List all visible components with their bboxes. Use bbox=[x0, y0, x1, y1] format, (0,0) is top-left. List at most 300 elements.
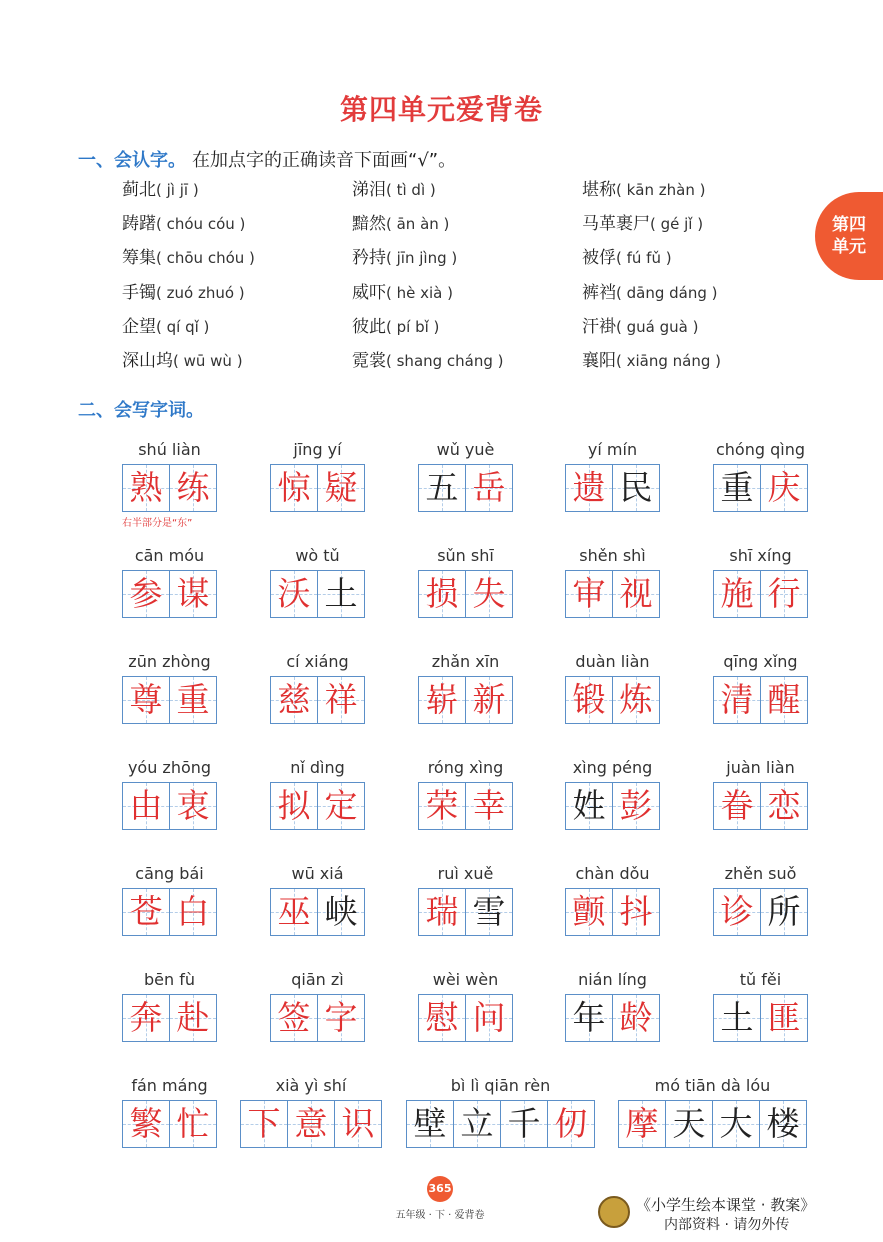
tianzige-boxes bbox=[418, 888, 513, 936]
written-character: 疑 bbox=[324, 468, 358, 507]
written-character: 恋 bbox=[767, 786, 801, 825]
write-item bbox=[122, 966, 217, 1042]
written-character: 幸 bbox=[472, 786, 506, 825]
hint-note: 右半部分是“东” bbox=[122, 518, 193, 529]
written-character: 识 bbox=[341, 1104, 375, 1143]
written-character: 参 bbox=[129, 574, 163, 613]
recognize-pinyin-options[interactable]: ( chóu cóu ) bbox=[156, 215, 246, 234]
tianzige-box[interactable] bbox=[317, 889, 364, 935]
tianzige-box[interactable] bbox=[566, 677, 612, 723]
tianzige-box[interactable] bbox=[612, 677, 659, 723]
write-item bbox=[270, 860, 365, 936]
written-character: 白 bbox=[176, 892, 210, 931]
tianzige-box[interactable] bbox=[465, 465, 512, 511]
written-character: 惊 bbox=[277, 468, 311, 507]
recognize-word: 裤裆 bbox=[582, 282, 616, 303]
recognize-word: 深山坞 bbox=[122, 350, 173, 371]
recognize-pinyin-options[interactable]: ( hè xià ) bbox=[386, 283, 453, 302]
unit-tab-line1: 第四 bbox=[832, 215, 866, 235]
written-character: 诊 bbox=[720, 892, 754, 931]
write-item bbox=[122, 754, 217, 830]
written-character: 彭 bbox=[619, 786, 653, 825]
tianzige-box[interactable] bbox=[760, 995, 807, 1041]
written-character: 问 bbox=[472, 998, 506, 1037]
tianzige-box[interactable] bbox=[317, 571, 364, 617]
recognize-word: 堪称 bbox=[582, 180, 616, 200]
recognize-item bbox=[582, 279, 812, 313]
recognize-pinyin-options[interactable]: ( jì jī ) bbox=[156, 181, 199, 199]
recognize-word: 襄阳 bbox=[582, 350, 616, 371]
page-number: 365 bbox=[427, 1176, 453, 1202]
recognize-word: 蓟北 bbox=[122, 180, 156, 200]
recognize-row bbox=[122, 313, 812, 347]
recognize-pinyin-options[interactable]: ( jīn jìng ) bbox=[386, 249, 458, 268]
write-pinyin: ruì xuě bbox=[437, 864, 494, 883]
tianzige-boxes bbox=[270, 464, 365, 512]
tianzige-box[interactable] bbox=[419, 889, 465, 935]
written-character: 千 bbox=[507, 1104, 541, 1143]
recognize-item bbox=[122, 210, 352, 244]
write-pinyin: bēn fù bbox=[144, 970, 195, 989]
tianzige-box[interactable] bbox=[465, 889, 512, 935]
written-character: 土 bbox=[720, 998, 754, 1037]
tianzige-box[interactable] bbox=[123, 677, 169, 723]
written-character: 施 bbox=[720, 574, 754, 613]
tianzige-box[interactable] bbox=[465, 571, 512, 617]
recognize-word: 被俘 bbox=[582, 248, 616, 269]
tianzige-box[interactable] bbox=[612, 571, 659, 617]
write-pinyin: juàn liàn bbox=[726, 758, 795, 777]
tianzige-boxes bbox=[270, 782, 365, 830]
recognize-pinyin-options[interactable]: ( wū wù ) bbox=[173, 351, 243, 370]
write-item bbox=[122, 648, 217, 724]
recognize-pinyin-options[interactable]: ( gé jǐ ) bbox=[650, 215, 704, 234]
tianzige-boxes bbox=[122, 994, 217, 1042]
recognize-pinyin-options[interactable]: ( fú fǔ ) bbox=[616, 249, 672, 268]
written-character: 姓 bbox=[572, 786, 606, 825]
tianzige-box[interactable] bbox=[419, 995, 465, 1041]
tianzige-boxes bbox=[565, 570, 660, 618]
write-item bbox=[270, 436, 365, 512]
written-character: 仞 bbox=[554, 1104, 588, 1143]
recognize-word: 马革裹尸 bbox=[582, 214, 650, 235]
tianzige-boxes bbox=[713, 888, 808, 936]
write-pinyin: shú liàn bbox=[138, 440, 201, 459]
write-item bbox=[418, 966, 513, 1042]
write-pinyin: bì lì qiān rèn bbox=[450, 1076, 551, 1095]
write-pinyin: yóu zhōng bbox=[127, 758, 212, 777]
tianzige-box[interactable] bbox=[760, 783, 807, 829]
written-character: 醒 bbox=[767, 680, 801, 719]
write-pinyin: duàn liàn bbox=[575, 652, 650, 671]
written-character: 慰 bbox=[425, 998, 459, 1037]
write-item bbox=[713, 966, 808, 1042]
tianzige-box[interactable] bbox=[566, 995, 612, 1041]
tianzige-box[interactable] bbox=[760, 465, 807, 511]
recognize-row bbox=[122, 279, 812, 313]
tianzige-box[interactable] bbox=[612, 783, 659, 829]
tianzige-box[interactable] bbox=[271, 677, 317, 723]
tianzige-box[interactable] bbox=[407, 1101, 453, 1147]
written-character: 字 bbox=[324, 998, 358, 1037]
tianzige-boxes bbox=[122, 888, 217, 936]
write-pinyin: zhǎn xīn bbox=[431, 652, 500, 671]
tianzige-box[interactable] bbox=[760, 889, 807, 935]
written-character: 拟 bbox=[277, 786, 311, 825]
recognize-item bbox=[582, 210, 812, 244]
written-character: 行 bbox=[767, 574, 801, 613]
tianzige-box[interactable] bbox=[712, 1101, 759, 1147]
tianzige-box[interactable] bbox=[566, 571, 612, 617]
tianzige-box[interactable] bbox=[759, 1101, 806, 1147]
write-pinyin: fán máng bbox=[131, 1076, 208, 1095]
written-character: 尊 bbox=[129, 680, 163, 719]
written-character: 岳 bbox=[472, 468, 506, 507]
write-pinyin: shěn shì bbox=[579, 546, 646, 565]
tianzige-box[interactable] bbox=[500, 1101, 547, 1147]
tianzige-box[interactable] bbox=[169, 889, 216, 935]
write-item bbox=[418, 542, 513, 618]
write-pinyin: cān móu bbox=[134, 546, 205, 565]
recognize-item bbox=[582, 313, 812, 347]
tianzige-box[interactable] bbox=[317, 783, 364, 829]
tianzige-box[interactable] bbox=[714, 571, 760, 617]
tianzige-box[interactable] bbox=[453, 1101, 500, 1147]
recognize-word: 霓裳 bbox=[352, 350, 386, 371]
recognize-item bbox=[122, 347, 352, 381]
write-pinyin: nǐ dìng bbox=[290, 758, 345, 777]
tianzige-box[interactable] bbox=[287, 1101, 334, 1147]
tianzige-box[interactable] bbox=[665, 1101, 712, 1147]
written-character: 损 bbox=[425, 574, 459, 613]
write-pinyin: zhěn suǒ bbox=[724, 864, 797, 883]
tianzige-boxes bbox=[270, 888, 365, 936]
write-item bbox=[565, 860, 660, 936]
write-item bbox=[418, 648, 513, 724]
tianzige-box[interactable] bbox=[271, 995, 317, 1041]
written-character: 清 bbox=[720, 680, 754, 719]
recognize-word: 踌躇 bbox=[122, 214, 156, 235]
written-character: 炼 bbox=[619, 680, 653, 719]
recognize-item bbox=[352, 347, 582, 381]
write-pinyin: wò tǔ bbox=[295, 546, 340, 565]
written-character: 苍 bbox=[129, 892, 163, 931]
tianzige-boxes bbox=[418, 464, 513, 512]
written-character: 新 bbox=[472, 680, 506, 719]
section2-heading bbox=[78, 396, 204, 422]
write-item bbox=[565, 966, 660, 1042]
tianzige-box[interactable] bbox=[419, 677, 465, 723]
written-character: 峡 bbox=[324, 892, 358, 931]
written-character: 沃 bbox=[277, 574, 311, 613]
written-character: 雪 bbox=[472, 892, 506, 931]
tianzige-box[interactable] bbox=[714, 889, 760, 935]
tianzige-boxes bbox=[713, 676, 808, 724]
write-pinyin: mó tiān dà lóu bbox=[654, 1076, 771, 1095]
tianzige-box[interactable] bbox=[271, 571, 317, 617]
written-character: 民 bbox=[619, 468, 653, 507]
write-pinyin: cāng bái bbox=[135, 864, 204, 883]
tianzige-box[interactable] bbox=[123, 465, 169, 511]
written-character: 赴 bbox=[176, 998, 210, 1037]
tianzige-box[interactable] bbox=[317, 465, 364, 511]
write-pinyin: qīng xǐng bbox=[723, 652, 798, 671]
written-character: 锻 bbox=[572, 680, 606, 719]
tianzige-box[interactable] bbox=[317, 995, 364, 1041]
tianzige-box[interactable] bbox=[566, 783, 612, 829]
footer-grade: 五年级 · 下 · 爱背卷 bbox=[395, 1210, 485, 1221]
write-item bbox=[122, 436, 217, 512]
tianzige-box[interactable] bbox=[419, 571, 465, 617]
tianzige-boxes bbox=[713, 464, 808, 512]
tianzige-box[interactable] bbox=[760, 571, 807, 617]
tianzige-boxes bbox=[406, 1100, 595, 1148]
tianzige-box[interactable] bbox=[714, 783, 760, 829]
recognize-item bbox=[582, 176, 812, 210]
write-pinyin: shī xíng bbox=[729, 546, 792, 565]
tianzige-box[interactable] bbox=[760, 677, 807, 723]
recognize-pinyin-options[interactable]: ( pí bǐ ) bbox=[386, 317, 440, 336]
write-item bbox=[713, 860, 808, 936]
recognize-pinyin-options[interactable]: ( kān zhàn ) bbox=[616, 181, 706, 199]
written-character: 祥 bbox=[324, 680, 358, 719]
recognize-item bbox=[352, 313, 582, 347]
tianzige-box[interactable] bbox=[169, 995, 216, 1041]
written-character: 土 bbox=[324, 574, 358, 613]
written-character: 大 bbox=[719, 1104, 753, 1143]
write-row bbox=[122, 860, 812, 966]
recognize-item bbox=[352, 210, 582, 244]
written-character: 摩 bbox=[625, 1104, 659, 1143]
written-character: 年 bbox=[572, 998, 606, 1037]
written-character: 龄 bbox=[619, 998, 653, 1037]
recognize-item bbox=[122, 313, 352, 347]
tianzige-boxes bbox=[270, 994, 365, 1042]
tianzige-box[interactable] bbox=[169, 677, 216, 723]
write-pinyin: xìng péng bbox=[572, 758, 653, 777]
written-character: 五 bbox=[425, 468, 459, 507]
tianzige-boxes bbox=[565, 464, 660, 512]
tianzige-box[interactable] bbox=[334, 1101, 381, 1147]
tianzige-box[interactable] bbox=[566, 889, 612, 935]
recognize-word: 筹集 bbox=[122, 248, 156, 269]
recognize-row bbox=[122, 347, 812, 381]
recognize-word: 威吓 bbox=[352, 282, 386, 303]
write-pinyin: jīng yí bbox=[293, 440, 342, 459]
tianzige-boxes bbox=[122, 676, 217, 724]
tianzige-box[interactable] bbox=[123, 1101, 169, 1147]
write-item bbox=[418, 754, 513, 830]
write-item bbox=[713, 648, 808, 724]
write-item bbox=[406, 1072, 595, 1148]
write-item bbox=[713, 542, 808, 618]
publisher-logo-icon bbox=[598, 1196, 630, 1228]
written-character: 楼 bbox=[766, 1104, 800, 1143]
write-item bbox=[565, 648, 660, 724]
recognize-item bbox=[122, 176, 352, 210]
write-pinyin: chàn dǒu bbox=[575, 864, 650, 883]
written-character: 练 bbox=[176, 468, 210, 507]
tianzige-box[interactable] bbox=[619, 1101, 665, 1147]
write-pinyin: wèi wèn bbox=[432, 970, 499, 989]
recognize-pinyin-options[interactable]: ( shang cháng ) bbox=[386, 351, 504, 370]
recognize-pinyin-options[interactable]: ( tì dì ) bbox=[386, 181, 436, 199]
write-pinyin: xià yì shí bbox=[275, 1076, 347, 1095]
write-item bbox=[270, 966, 365, 1042]
written-character: 天 bbox=[672, 1104, 706, 1143]
tianzige-box[interactable] bbox=[612, 465, 659, 511]
tianzige-boxes bbox=[713, 782, 808, 830]
unit-tab bbox=[815, 192, 883, 280]
tianzige-box[interactable] bbox=[123, 995, 169, 1041]
recognize-pinyin-options[interactable]: ( dāng dáng ) bbox=[616, 283, 718, 302]
recognize-item bbox=[122, 244, 352, 278]
recognize-word: 彼此 bbox=[352, 316, 386, 337]
write-item bbox=[270, 754, 365, 830]
recognize-row bbox=[122, 176, 812, 210]
tianzige-box[interactable] bbox=[169, 465, 216, 511]
tianzige-boxes bbox=[418, 994, 513, 1042]
recognize-pinyin-options[interactable]: ( ān àn ) bbox=[386, 215, 450, 234]
tianzige-boxes bbox=[713, 994, 808, 1042]
tianzige-box[interactable] bbox=[123, 571, 169, 617]
write-pinyin: qiān zì bbox=[291, 970, 344, 989]
tianzige-boxes bbox=[122, 570, 217, 618]
write-row bbox=[122, 754, 812, 860]
tianzige-box[interactable] bbox=[271, 783, 317, 829]
written-character: 匪 bbox=[767, 998, 801, 1037]
recognize-word: 黯然 bbox=[352, 214, 386, 235]
write-pinyin: nián líng bbox=[578, 970, 647, 989]
recognize-pinyin-options[interactable]: ( xiāng náng ) bbox=[616, 351, 721, 370]
tianzige-box[interactable] bbox=[465, 995, 512, 1041]
recognize-item bbox=[582, 347, 812, 381]
tianzige-box[interactable] bbox=[123, 783, 169, 829]
written-character: 所 bbox=[767, 892, 801, 931]
write-pinyin: tǔ fěi bbox=[739, 970, 782, 989]
tianzige-box[interactable] bbox=[547, 1101, 594, 1147]
tianzige-boxes bbox=[565, 994, 660, 1042]
write-item bbox=[618, 1072, 807, 1148]
written-character: 重 bbox=[176, 680, 210, 719]
tianzige-boxes bbox=[418, 782, 513, 830]
written-character: 庆 bbox=[767, 468, 801, 507]
write-item bbox=[565, 542, 660, 618]
written-character: 签 bbox=[277, 998, 311, 1037]
tianzige-boxes bbox=[565, 888, 660, 936]
footer-book-title: 《小学生绘本课堂 · 教案》 bbox=[636, 1196, 816, 1214]
tianzige-box[interactable] bbox=[612, 995, 659, 1041]
recognize-row bbox=[122, 244, 812, 278]
write-pinyin: cí xiáng bbox=[286, 652, 349, 671]
tianzige-box[interactable] bbox=[612, 889, 659, 935]
tianzige-box[interactable] bbox=[714, 677, 760, 723]
write-pinyin: sǔn shī bbox=[437, 546, 494, 565]
tianzige-boxes bbox=[240, 1100, 382, 1148]
write-pinyin: róng xìng bbox=[427, 758, 504, 777]
tianzige-boxes bbox=[713, 570, 808, 618]
write-pinyin: yí mín bbox=[587, 440, 638, 459]
written-character: 遗 bbox=[572, 468, 606, 507]
write-row bbox=[122, 542, 812, 648]
recognize-word: 手镯 bbox=[122, 282, 156, 303]
tianzige-box[interactable] bbox=[241, 1101, 287, 1147]
tianzige-boxes bbox=[122, 1100, 217, 1148]
tianzige-boxes bbox=[618, 1100, 807, 1148]
written-character: 衷 bbox=[176, 786, 210, 825]
recognize-item bbox=[352, 279, 582, 313]
tianzige-box[interactable] bbox=[419, 465, 465, 511]
recognize-item bbox=[122, 279, 352, 313]
recognize-item bbox=[352, 244, 582, 278]
tianzige-boxes bbox=[565, 782, 660, 830]
tianzige-box[interactable] bbox=[169, 571, 216, 617]
tianzige-box[interactable] bbox=[317, 677, 364, 723]
write-row bbox=[122, 1072, 812, 1178]
write-item bbox=[713, 754, 808, 830]
write-item bbox=[418, 436, 513, 512]
tianzige-box[interactable] bbox=[271, 465, 317, 511]
write-row bbox=[122, 648, 812, 754]
write-pinyin: chóng qìng bbox=[715, 440, 805, 459]
recognize-pinyin-options[interactable]: ( qí qǐ ) bbox=[156, 317, 210, 336]
written-character: 巫 bbox=[277, 892, 311, 931]
write-pinyin: zūn zhòng bbox=[128, 652, 211, 671]
write-item bbox=[713, 436, 808, 512]
recognize-pinyin-options[interactable]: ( chōu chóu ) bbox=[156, 249, 255, 268]
tianzige-box[interactable] bbox=[566, 465, 612, 511]
written-character: 慈 bbox=[277, 680, 311, 719]
recognize-pinyin-options[interactable]: ( guá guà ) bbox=[616, 317, 699, 336]
tianzige-box[interactable] bbox=[169, 1101, 216, 1147]
written-character: 奔 bbox=[129, 998, 163, 1037]
recognize-item bbox=[582, 244, 812, 278]
write-item bbox=[122, 860, 217, 936]
write-item bbox=[565, 436, 660, 512]
tianzige-box[interactable] bbox=[465, 783, 512, 829]
write-item bbox=[418, 860, 513, 936]
written-character: 颤 bbox=[572, 892, 606, 931]
tianzige-box[interactable] bbox=[169, 783, 216, 829]
tianzige-box[interactable] bbox=[123, 889, 169, 935]
written-character: 崭 bbox=[425, 680, 459, 719]
section1-label: 一、会认字。 bbox=[78, 150, 186, 171]
recognize-row bbox=[122, 210, 812, 244]
recognize-pinyin-options[interactable]: ( zuó zhuó ) bbox=[156, 283, 245, 302]
tianzige-boxes bbox=[122, 464, 217, 512]
written-character: 抖 bbox=[619, 892, 653, 931]
written-character: 意 bbox=[294, 1104, 328, 1143]
written-character: 下 bbox=[247, 1104, 281, 1143]
section2-label: 二、会写字词。 bbox=[78, 400, 204, 421]
tianzige-box[interactable] bbox=[419, 783, 465, 829]
write-item bbox=[565, 754, 660, 830]
recognize-item bbox=[352, 176, 582, 210]
recognize-word: 涕泪 bbox=[352, 180, 386, 200]
written-character: 立 bbox=[460, 1104, 494, 1143]
footer-notice: 内部资料 · 请勿外传 bbox=[664, 1217, 790, 1233]
tianzige-box[interactable] bbox=[465, 677, 512, 723]
written-character: 审 bbox=[572, 574, 606, 613]
tianzige-boxes bbox=[565, 676, 660, 724]
tianzige-box[interactable] bbox=[714, 465, 760, 511]
write-row bbox=[122, 436, 812, 542]
written-character: 由 bbox=[129, 786, 163, 825]
tianzige-box[interactable] bbox=[714, 995, 760, 1041]
written-character: 失 bbox=[472, 574, 506, 613]
recognize-word: 汗褂 bbox=[582, 316, 616, 337]
tianzige-box[interactable] bbox=[271, 889, 317, 935]
